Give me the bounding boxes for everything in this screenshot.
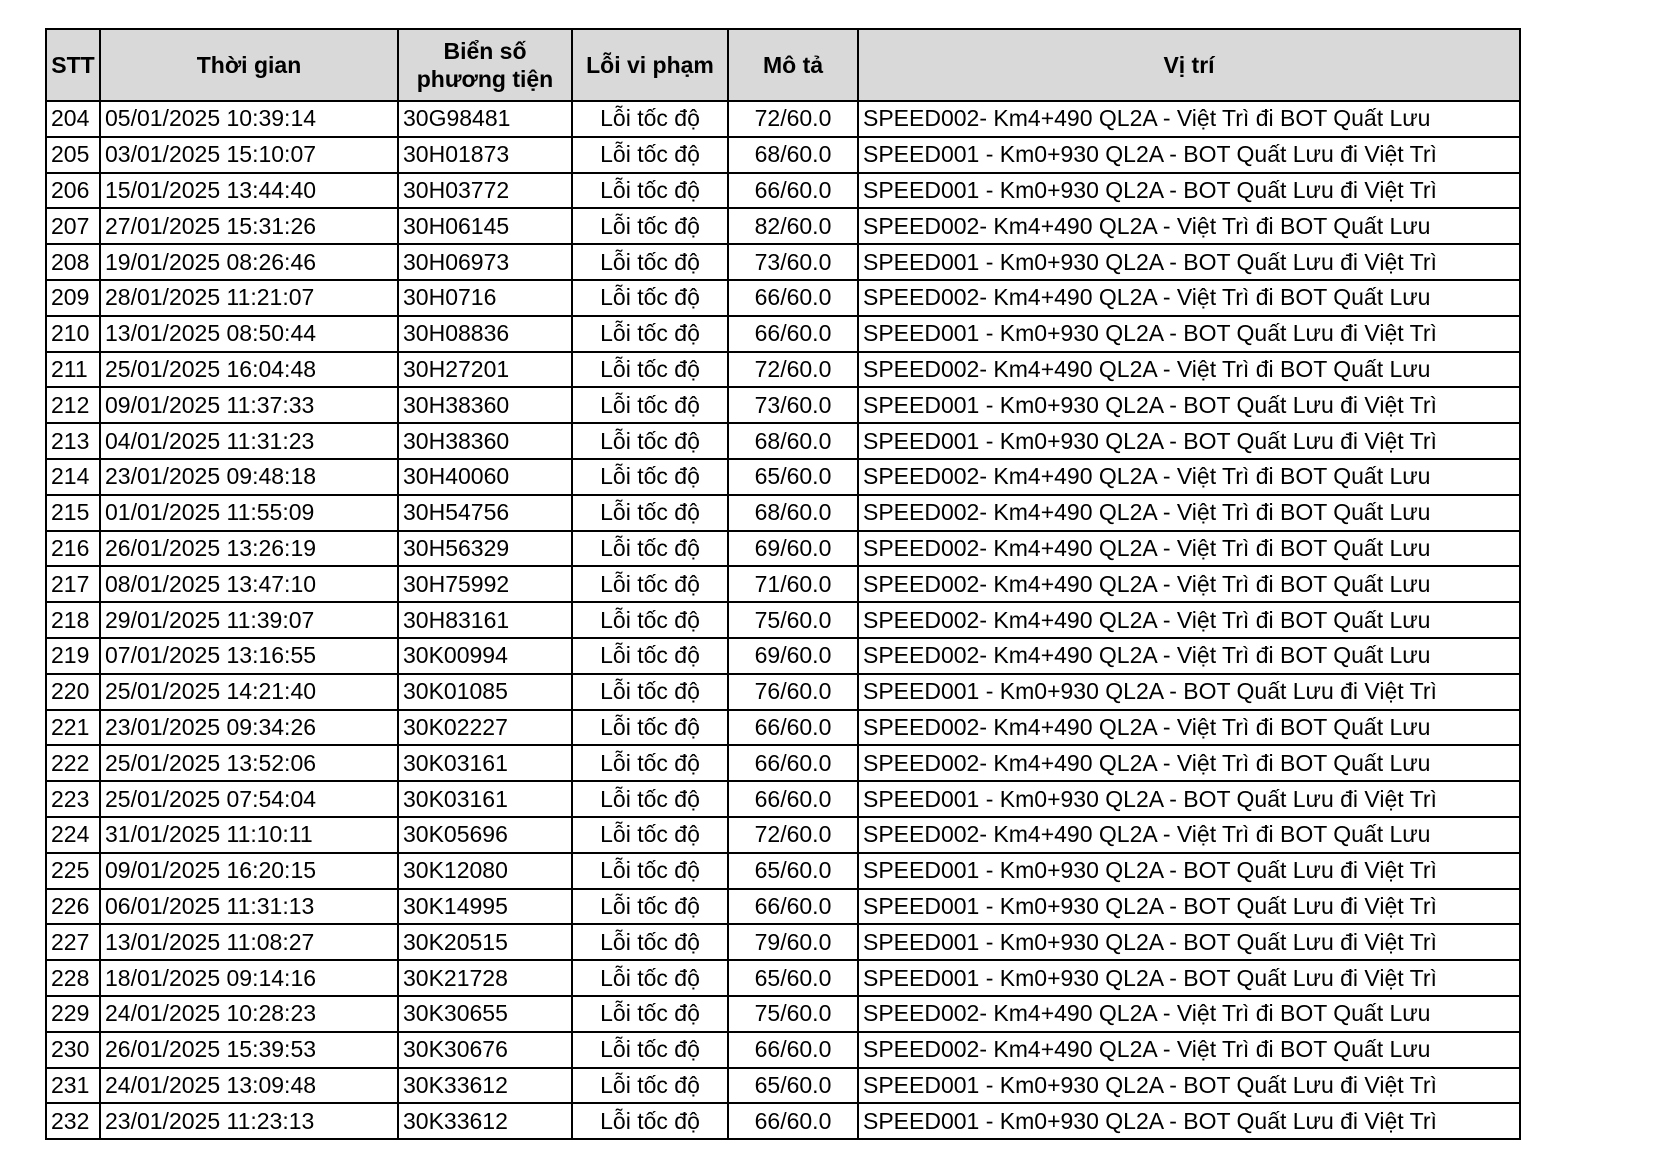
cell-plate: 30H54756: [398, 495, 572, 531]
table-row: [46, 817, 1520, 853]
cell-time: 08/01/2025 13:47:10: [100, 566, 398, 602]
table-row: [46, 674, 1520, 710]
cell-stt: 216: [46, 531, 100, 567]
cell-time: 25/01/2025 13:52:06: [100, 745, 398, 781]
cell-time: 01/01/2025 11:55:09: [100, 495, 398, 531]
cell-location: SPEED001 - Km0+930 QL2A - BOT Quất Lưu đi Việt Trì: [858, 889, 1520, 925]
cell-plate: 30H83161: [398, 602, 572, 638]
cell-location: SPEED002- Km4+490 QL2A - Việt Trì đi BOT Quất Lưu: [858, 1032, 1520, 1068]
cell-stt: 204: [46, 101, 100, 137]
cell-time: 25/01/2025 14:21:40: [100, 674, 398, 710]
cell-plate: 30K21728: [398, 960, 572, 996]
cell-description: 82/60.0: [728, 208, 858, 244]
table-row: [46, 996, 1520, 1032]
cell-description: 73/60.0: [728, 387, 858, 423]
cell-error: Lỗi tốc độ: [572, 674, 728, 710]
cell-location: SPEED001 - Km0+930 QL2A - BOT Quất Lưu đi Việt Trì: [858, 674, 1520, 710]
cell-description: 65/60.0: [728, 459, 858, 495]
cell-time: 27/01/2025 15:31:26: [100, 208, 398, 244]
table-row: [46, 208, 1520, 244]
cell-description: 75/60.0: [728, 996, 858, 1032]
cell-description: 65/60.0: [728, 853, 858, 889]
cell-location: SPEED001 - Km0+930 QL2A - BOT Quất Lưu đi Việt Trì: [858, 137, 1520, 173]
header-time: Thời gian: [100, 29, 398, 101]
cell-description: 65/60.0: [728, 1068, 858, 1104]
cell-stt: 217: [46, 566, 100, 602]
table-row: [46, 137, 1520, 173]
cell-plate: 30H08836: [398, 316, 572, 352]
cell-stt: 224: [46, 817, 100, 853]
cell-error: Lỗi tốc độ: [572, 781, 728, 817]
cell-plate: 30K05696: [398, 817, 572, 853]
cell-stt: 211: [46, 352, 100, 388]
header-description: Mô tả: [728, 29, 858, 101]
cell-error: Lỗi tốc độ: [572, 280, 728, 316]
cell-plate: 30H0716: [398, 280, 572, 316]
cell-error: Lỗi tốc độ: [572, 531, 728, 567]
cell-location: SPEED002- Km4+490 QL2A - Việt Trì đi BOT Quất Lưu: [858, 602, 1520, 638]
header-plate-line1: Biển số: [443, 38, 527, 64]
table-row: [46, 745, 1520, 781]
cell-location: SPEED001 - Km0+930 QL2A - BOT Quất Lưu đi Việt Trì: [858, 960, 1520, 996]
cell-plate: 30K03161: [398, 781, 572, 817]
cell-error: Lỗi tốc độ: [572, 924, 728, 960]
cell-description: 75/60.0: [728, 602, 858, 638]
cell-location: SPEED002- Km4+490 QL2A - Việt Trì đi BOT Quất Lưu: [858, 531, 1520, 567]
cell-description: 66/60.0: [728, 889, 858, 925]
cell-time: 09/01/2025 16:20:15: [100, 853, 398, 889]
cell-time: 19/01/2025 08:26:46: [100, 244, 398, 280]
cell-stt: 206: [46, 173, 100, 209]
cell-stt: 228: [46, 960, 100, 996]
cell-plate: 30H40060: [398, 459, 572, 495]
cell-stt: 219: [46, 638, 100, 674]
cell-stt: 214: [46, 459, 100, 495]
cell-location: SPEED002- Km4+490 QL2A - Việt Trì đi BOT Quất Lưu: [858, 459, 1520, 495]
cell-location: SPEED002- Km4+490 QL2A - Việt Trì đi BOT Quất Lưu: [858, 710, 1520, 746]
cell-time: 26/01/2025 15:39:53: [100, 1032, 398, 1068]
cell-time: 23/01/2025 09:48:18: [100, 459, 398, 495]
cell-description: 72/60.0: [728, 352, 858, 388]
cell-plate: 30H06973: [398, 244, 572, 280]
table-row: [46, 352, 1520, 388]
cell-plate: 30K02227: [398, 710, 572, 746]
cell-error: Lỗi tốc độ: [572, 173, 728, 209]
cell-stt: 227: [46, 924, 100, 960]
cell-error: Lỗi tốc độ: [572, 745, 728, 781]
cell-error: Lỗi tốc độ: [572, 244, 728, 280]
cell-plate: 30K30676: [398, 1032, 572, 1068]
cell-location: SPEED001 - Km0+930 QL2A - BOT Quất Lưu đi Việt Trì: [858, 1068, 1520, 1104]
cell-stt: 218: [46, 602, 100, 638]
table-row: [46, 173, 1520, 209]
cell-plate: 30K33612: [398, 1068, 572, 1104]
cell-time: 04/01/2025 11:31:23: [100, 423, 398, 459]
cell-error: Lỗi tốc độ: [572, 1032, 728, 1068]
cell-time: 18/01/2025 09:14:16: [100, 960, 398, 996]
cell-time: 26/01/2025 13:26:19: [100, 531, 398, 567]
cell-time: 28/01/2025 11:21:07: [100, 280, 398, 316]
cell-description: 66/60.0: [728, 781, 858, 817]
table-row: [46, 853, 1520, 889]
table-row: [46, 280, 1520, 316]
cell-stt: 210: [46, 316, 100, 352]
cell-description: 71/60.0: [728, 566, 858, 602]
cell-time: 23/01/2025 09:34:26: [100, 710, 398, 746]
table-row: [46, 960, 1520, 996]
header-plate: [398, 29, 572, 101]
cell-stt: 207: [46, 208, 100, 244]
cell-plate: 30K30655: [398, 996, 572, 1032]
cell-location: SPEED002- Km4+490 QL2A - Việt Trì đi BOT Quất Lưu: [858, 566, 1520, 602]
cell-plate: 30K00994: [398, 638, 572, 674]
header-plate-line2: phương tiện: [416, 66, 554, 92]
cell-plate: 30H06145: [398, 208, 572, 244]
cell-plate: 30K33612: [398, 1103, 572, 1139]
cell-location: SPEED001 - Km0+930 QL2A - BOT Quất Lưu đi Việt Trì: [858, 316, 1520, 352]
cell-plate: 30H38360: [398, 423, 572, 459]
table-row: [46, 387, 1520, 423]
cell-plate: 30H27201: [398, 352, 572, 388]
cell-description: 73/60.0: [728, 244, 858, 280]
cell-error: Lỗi tốc độ: [572, 1103, 728, 1139]
cell-description: 66/60.0: [728, 745, 858, 781]
table-row: [46, 244, 1520, 280]
cell-location: SPEED001 - Km0+930 QL2A - BOT Quất Lưu đi Việt Trì: [858, 173, 1520, 209]
cell-time: 09/01/2025 11:37:33: [100, 387, 398, 423]
table-row: [46, 781, 1520, 817]
cell-error: Lỗi tốc độ: [572, 638, 728, 674]
cell-stt: 212: [46, 387, 100, 423]
table-row: [46, 566, 1520, 602]
cell-description: 79/60.0: [728, 924, 858, 960]
cell-error: Lỗi tốc độ: [572, 853, 728, 889]
table-row: [46, 316, 1520, 352]
cell-description: 76/60.0: [728, 674, 858, 710]
cell-description: 66/60.0: [728, 1032, 858, 1068]
cell-location: SPEED002- Km4+490 QL2A - Việt Trì đi BOT Quất Lưu: [858, 280, 1520, 316]
cell-stt: 232: [46, 1103, 100, 1139]
cell-stt: 205: [46, 137, 100, 173]
cell-time: 23/01/2025 11:23:13: [100, 1103, 398, 1139]
cell-error: Lỗi tốc độ: [572, 316, 728, 352]
cell-error: Lỗi tốc độ: [572, 996, 728, 1032]
table-row: [46, 1068, 1520, 1104]
cell-description: 72/60.0: [728, 101, 858, 137]
cell-error: Lỗi tốc độ: [572, 817, 728, 853]
table-row: [46, 495, 1520, 531]
cell-stt: 223: [46, 781, 100, 817]
cell-time: 15/01/2025 13:44:40: [100, 173, 398, 209]
cell-stt: 231: [46, 1068, 100, 1104]
cell-plate: 30H56329: [398, 531, 572, 567]
cell-description: 69/60.0: [728, 638, 858, 674]
cell-description: 68/60.0: [728, 137, 858, 173]
cell-stt: 230: [46, 1032, 100, 1068]
cell-error: Lỗi tốc độ: [572, 137, 728, 173]
cell-time: 05/01/2025 10:39:14: [100, 101, 398, 137]
cell-location: SPEED001 - Km0+930 QL2A - BOT Quất Lưu đi Việt Trì: [858, 781, 1520, 817]
cell-error: Lỗi tốc độ: [572, 387, 728, 423]
cell-description: 68/60.0: [728, 423, 858, 459]
table-row: [46, 423, 1520, 459]
cell-error: Lỗi tốc độ: [572, 101, 728, 137]
cell-time: 29/01/2025 11:39:07: [100, 602, 398, 638]
header-location: Vị trí: [858, 29, 1520, 101]
cell-error: Lỗi tốc độ: [572, 889, 728, 925]
cell-location: SPEED001 - Km0+930 QL2A - BOT Quất Lưu đi Việt Trì: [858, 387, 1520, 423]
cell-plate: 30G98481: [398, 101, 572, 137]
cell-error: Lỗi tốc độ: [572, 352, 728, 388]
cell-time: 13/01/2025 08:50:44: [100, 316, 398, 352]
table-header: [46, 29, 1520, 101]
cell-stt: 225: [46, 853, 100, 889]
cell-description: 66/60.0: [728, 1103, 858, 1139]
cell-location: SPEED001 - Km0+930 QL2A - BOT Quất Lưu đi Việt Trì: [858, 924, 1520, 960]
cell-plate: 30H03772: [398, 173, 572, 209]
cell-time: 24/01/2025 10:28:23: [100, 996, 398, 1032]
cell-error: Lỗi tốc độ: [572, 566, 728, 602]
table-row: [46, 459, 1520, 495]
cell-location: SPEED002- Km4+490 QL2A - Việt Trì đi BOT Quất Lưu: [858, 208, 1520, 244]
header-error: Lỗi vi phạm: [572, 29, 728, 101]
cell-description: 66/60.0: [728, 316, 858, 352]
table-row: [46, 924, 1520, 960]
cell-plate: 30H75992: [398, 566, 572, 602]
cell-location: SPEED001 - Km0+930 QL2A - BOT Quất Lưu đi Việt Trì: [858, 853, 1520, 889]
violations-table: [45, 28, 1521, 1140]
cell-plate: 30K03161: [398, 745, 572, 781]
cell-error: Lỗi tốc độ: [572, 208, 728, 244]
cell-time: 03/01/2025 15:10:07: [100, 137, 398, 173]
cell-plate: 30K12080: [398, 853, 572, 889]
cell-error: Lỗi tốc độ: [572, 1068, 728, 1104]
cell-time: 07/01/2025 13:16:55: [100, 638, 398, 674]
cell-location: SPEED001 - Km0+930 QL2A - BOT Quất Lưu đi Việt Trì: [858, 423, 1520, 459]
table-row: [46, 638, 1520, 674]
cell-plate: 30K20515: [398, 924, 572, 960]
cell-description: 66/60.0: [728, 280, 858, 316]
cell-location: SPEED001 - Km0+930 QL2A - BOT Quất Lưu đi Việt Trì: [858, 1103, 1520, 1139]
cell-location: SPEED002- Km4+490 QL2A - Việt Trì đi BOT Quất Lưu: [858, 745, 1520, 781]
cell-stt: 209: [46, 280, 100, 316]
cell-time: 24/01/2025 13:09:48: [100, 1068, 398, 1104]
table-body: [46, 101, 1520, 1139]
cell-stt: 226: [46, 889, 100, 925]
cell-time: 25/01/2025 07:54:04: [100, 781, 398, 817]
cell-description: 66/60.0: [728, 173, 858, 209]
cell-stt: 215: [46, 495, 100, 531]
cell-location: SPEED002- Km4+490 QL2A - Việt Trì đi BOT Quất Lưu: [858, 352, 1520, 388]
cell-location: SPEED002- Km4+490 QL2A - Việt Trì đi BOT Quất Lưu: [858, 101, 1520, 137]
cell-stt: 221: [46, 710, 100, 746]
header-stt: STT: [46, 29, 100, 101]
table-row: [46, 710, 1520, 746]
table-row: [46, 101, 1520, 137]
cell-description: 68/60.0: [728, 495, 858, 531]
cell-location: SPEED002- Km4+490 QL2A - Việt Trì đi BOT Quất Lưu: [858, 495, 1520, 531]
table-row: [46, 531, 1520, 567]
cell-error: Lỗi tốc độ: [572, 495, 728, 531]
cell-error: Lỗi tốc độ: [572, 960, 728, 996]
cell-location: SPEED002- Km4+490 QL2A - Việt Trì đi BOT Quất Lưu: [858, 817, 1520, 853]
cell-stt: 208: [46, 244, 100, 280]
cell-location: SPEED002- Km4+490 QL2A - Việt Trì đi BOT Quất Lưu: [858, 638, 1520, 674]
cell-description: 69/60.0: [728, 531, 858, 567]
cell-plate: 30H01873: [398, 137, 572, 173]
cell-plate: 30H38360: [398, 387, 572, 423]
cell-description: 66/60.0: [728, 710, 858, 746]
cell-error: Lỗi tốc độ: [572, 602, 728, 638]
cell-stt: 229: [46, 996, 100, 1032]
table-row: [46, 1103, 1520, 1139]
cell-error: Lỗi tốc độ: [572, 423, 728, 459]
cell-time: 31/01/2025 11:10:11: [100, 817, 398, 853]
cell-stt: 222: [46, 745, 100, 781]
cell-time: 06/01/2025 11:31:13: [100, 889, 398, 925]
cell-plate: 30K14995: [398, 889, 572, 925]
cell-error: Lỗi tốc độ: [572, 459, 728, 495]
cell-location: SPEED002- Km4+490 QL2A - Việt Trì đi BOT Quất Lưu: [858, 996, 1520, 1032]
cell-description: 65/60.0: [728, 960, 858, 996]
cell-time: 25/01/2025 16:04:48: [100, 352, 398, 388]
cell-description: 72/60.0: [728, 817, 858, 853]
cell-location: SPEED001 - Km0+930 QL2A - BOT Quất Lưu đi Việt Trì: [858, 244, 1520, 280]
header-row: [46, 29, 1520, 101]
table-row: [46, 602, 1520, 638]
table-row: [46, 1032, 1520, 1068]
table-row: [46, 889, 1520, 925]
cell-time: 13/01/2025 11:08:27: [100, 924, 398, 960]
cell-plate: 30K01085: [398, 674, 572, 710]
cell-stt: 220: [46, 674, 100, 710]
cell-stt: 213: [46, 423, 100, 459]
cell-error: Lỗi tốc độ: [572, 710, 728, 746]
